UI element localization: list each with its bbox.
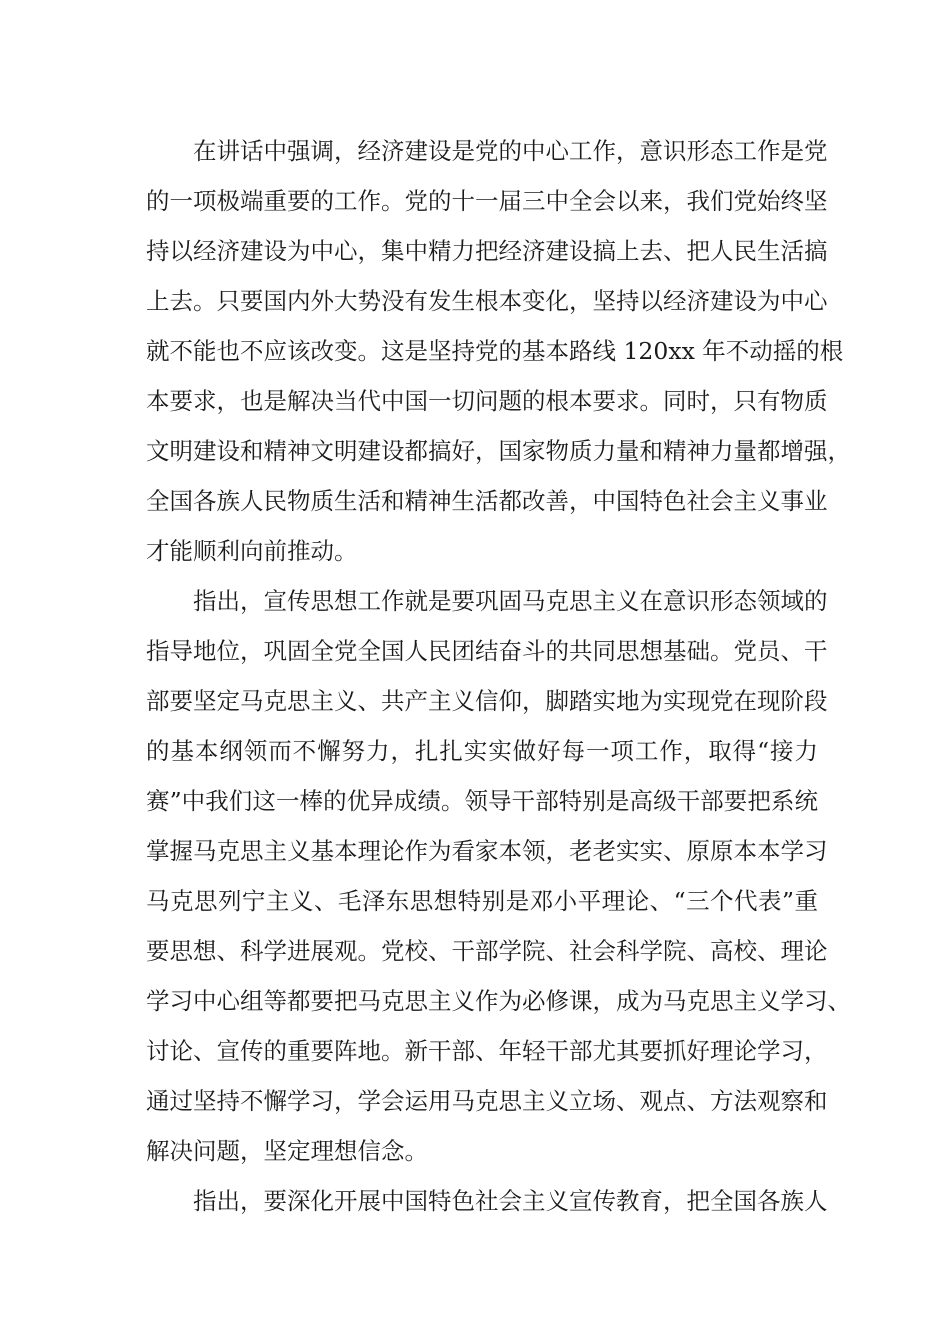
text-line: 文明建设和精神文明建设都搞好，国家物质力量和精神力量都增强， — [146, 437, 851, 465]
text-line: 学习中心组等都要把马克思主义作为必修课，成为马克思主义学习、 — [146, 987, 851, 1015]
text-line: 全国各族人民物质生活和精神生活都改善，中国特色社会主义事业 — [146, 487, 828, 515]
text-line: 部要坚定马克思主义、共产主义信仰，脚踏实地为实现党在现阶段 — [146, 687, 828, 715]
text-line: 要思想、科学进展观。党校、干部学院、社会科学院、高校、理论 — [146, 937, 828, 965]
text-line: 讨论、宣传的重要阵地。新干部、年轻干部尤其要抓好理论学习， — [146, 1037, 828, 1065]
text-line: 在讲话中强调，经济建设是党的中心工作，意识形态工作是党 — [193, 137, 828, 165]
text-line: 的基本纲领而不懈努力，扎扎实实做好每一项工作，取得“接力 — [146, 737, 818, 765]
text-line: 本要求，也是解决当代中国一切问题的根本要求。同时，只有物质 — [146, 387, 828, 415]
text-line: 通过坚持不懈学习，学会运用马克思主义立场、观点、方法观察和 — [146, 1087, 828, 1115]
text-line: 掌握马克思主义基本理论作为看家本领，老老实实、原原本本学习 — [146, 837, 828, 865]
text-line: 才能顺利向前推动。 — [146, 537, 358, 565]
text-line: 指出，宣传思想工作就是要巩固马克思主义在意识形态领域的 — [193, 587, 828, 615]
text-line: 就不能也不应该改变。这是坚持党的基本路线 120xx 年不动摇的根 — [146, 337, 844, 365]
text-line: 持以经济建设为中心，集中精力把经济建设搞上去、把人民生活搞 — [146, 237, 828, 265]
paragraph-1 — [146, 126, 851, 576]
text-line: 上去。只要国内外大势没有发生根本变化，坚持以经济建设为中心 — [146, 287, 828, 315]
text-line: 的一项极端重要的工作。党的十一届三中全会以来，我们党始终坚 — [146, 187, 828, 215]
text-line: 指导地位，巩固全党全国人民团结奋斗的共同思想基础。党员、干 — [146, 637, 828, 665]
document-body — [146, 126, 851, 1226]
text-line: 指出，要深化开展中国特色社会主义宣传教育，把全国各族人 — [193, 1187, 828, 1215]
text-line: 赛”中我们这一棒的优异成绩。领导干部特别是高级干部要把系统 — [146, 787, 818, 815]
paragraph-2 — [146, 576, 851, 1176]
text-line: 解决问题，坚定理想信念。 — [146, 1137, 428, 1165]
text-line: 马克思列宁主义、毛泽东思想特别是邓小平理论、“三个代表”重 — [146, 887, 818, 915]
paragraph-3 — [146, 1176, 828, 1226]
